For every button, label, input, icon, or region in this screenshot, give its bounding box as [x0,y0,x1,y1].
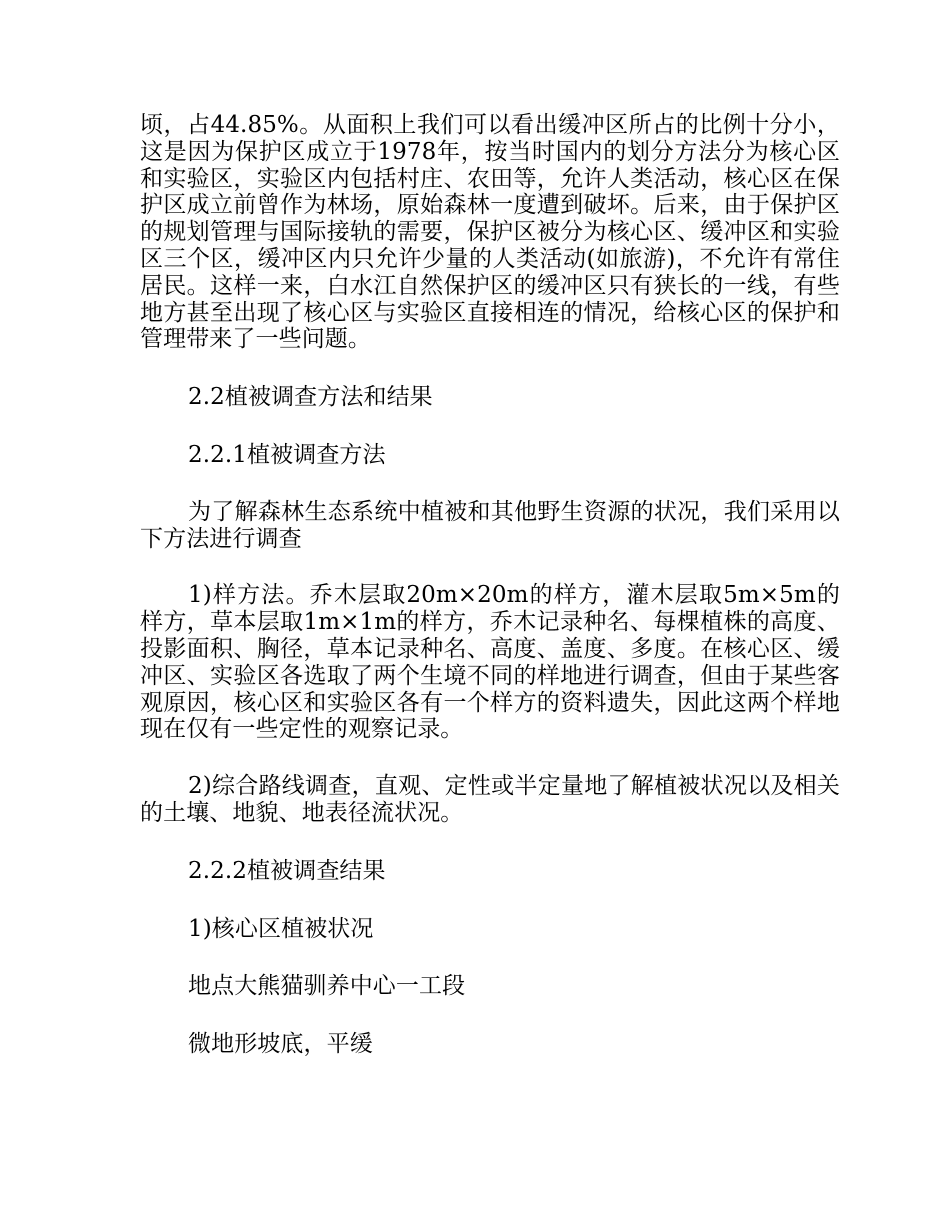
paragraph-route-survey: 2)综合路线调查，直观、定性或半定量地了解植被状况以及相关的土壤、地貌、地表径流状况。 [140,773,840,826]
subheading-core-zone: 1)核心区植被状况 [188,915,374,942]
text-microterrain: 微地形坡底，平缓 [188,1031,373,1058]
document-page [140,112,840,1058]
heading-2-2: 2.2植被调查方法和结果 [188,384,433,411]
paragraph-quadrat-method: 1)样方法。乔木层取20m×20m的样方，灌木层取5m×5m的样方，草本层取1m×1m的样方，乔木记录种名、每棵植株的高度、投影面积、胸径，草本记录种名、高度、盖度、多度。在核心区、缓冲区、实验区各选取了两个生境不同的样地进行调查，但由于某些客观原因，核心区和实验区各有一个样方的资料遗失，因此这两个样地现在仅有一些定性的观察记录。 [140,582,840,743]
heading-2-2-1: 2.2.1植被调查方法 [188,441,386,468]
paragraph-survey-intro: 为了解森林生态系统中植被和其他野生资源的状况，我们采用以下方法进行调查 [140,498,840,552]
heading-2-2-2: 2.2.2植被调查结果 [188,857,386,884]
paragraph-buffer-zone: 顷，占44.85%。从面积上我们可以看出缓冲区所占的比例十分小，这是因为保护区成立于1978年，按当时国内的划分方法分为核心区和实验区，实验区内包括村庄、农田等，允许人类活动，核心区在保护区成立前曾作为林场，原始森林一度遭到破坏。后来，由于保护区的规划管理与国际接轨的需要，保护区被分为核心区、缓冲区和实验区三个区，缓冲区内只允许少量的人类活动(如旅游)，不允许有常住居民。这样一来，白水江自然保护区的缓冲区只有狭长的一线，有些地方甚至出现了核心区与实验区直接相连的情况，给核心区的保护和管理带来了一些问题。 [140,112,840,353]
text-location: 地点大熊猫驯养中心一工段 [188,973,466,1000]
